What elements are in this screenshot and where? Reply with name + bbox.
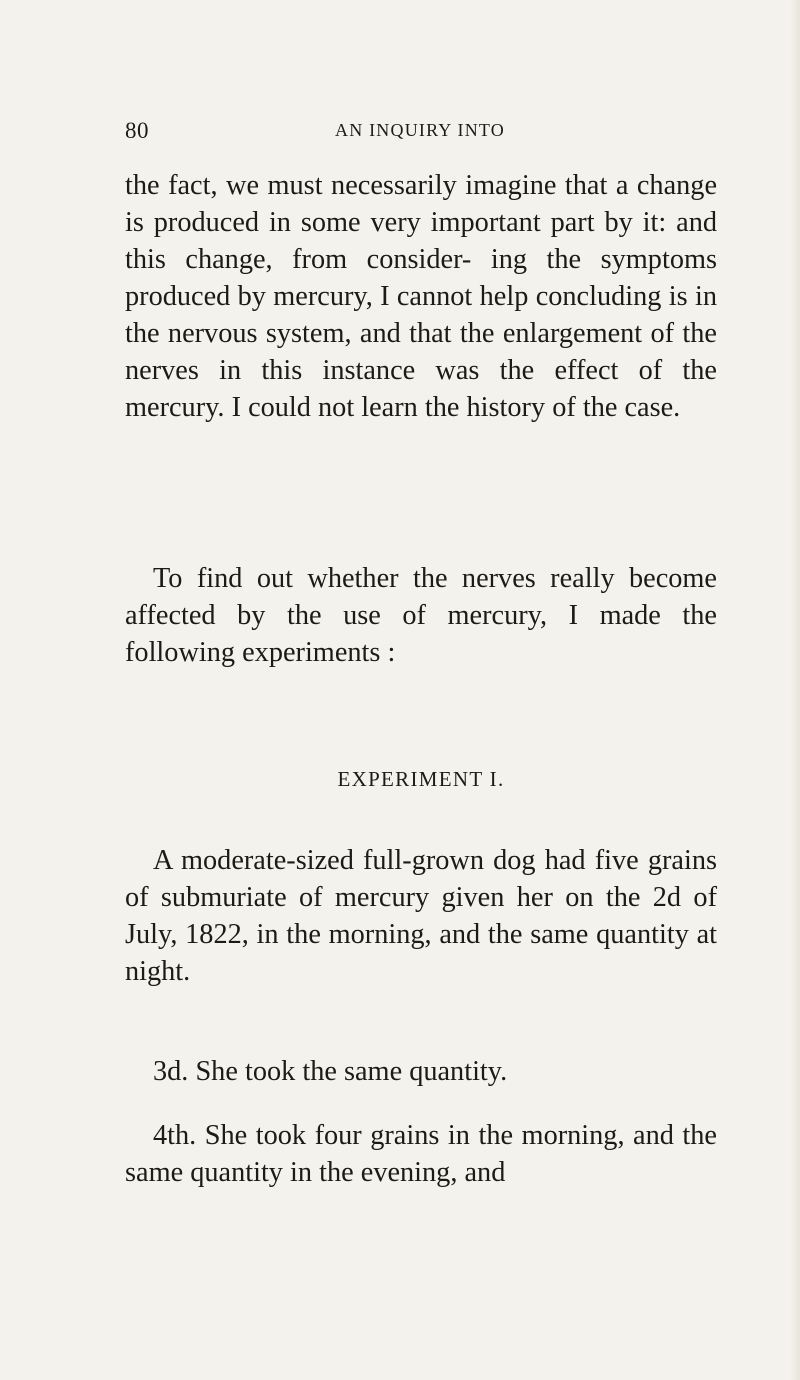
paragraph-text: 4th. She took four grains in the morning, and the same quantity in the evening, and — [125, 1120, 717, 1188]
page-header — [125, 118, 715, 148]
paragraph-text: 3d. She took the same quantity. — [153, 1056, 508, 1087]
paragraph-continuation — [125, 167, 717, 426]
page-number: 80 — [125, 118, 149, 143]
running-head: AN INQUIRY INTO — [335, 120, 505, 140]
paragraph-text: the fact, we must necessarily imagine that a change is produced in some very important part by it: and this change, from consider- ing the symptoms produced by mercury, I cannot help concluding is in the nervous system, and that the enlargement of the nerves in this instance was the effect of the mercury. I could not learn the history of the case. — [125, 170, 717, 423]
paragraph-day-3 — [125, 1053, 717, 1090]
paragraph-experiments-intro — [125, 560, 717, 671]
section-heading: EXPERIMENT I. — [337, 767, 505, 791]
paragraph-day-4 — [125, 1117, 717, 1191]
paragraph-text: A moderate-sized full-grown dog had five grains of submuriate of mercury given her on the 2d of July, 1822, in the morning, and the same quantity at night. — [125, 845, 717, 987]
page-edge — [790, 0, 800, 1380]
paragraph-experiment-description — [125, 842, 717, 990]
paragraph-text: To find out whether the nerves really become affected by the use of mercury, I made the following experiments : — [125, 563, 717, 668]
